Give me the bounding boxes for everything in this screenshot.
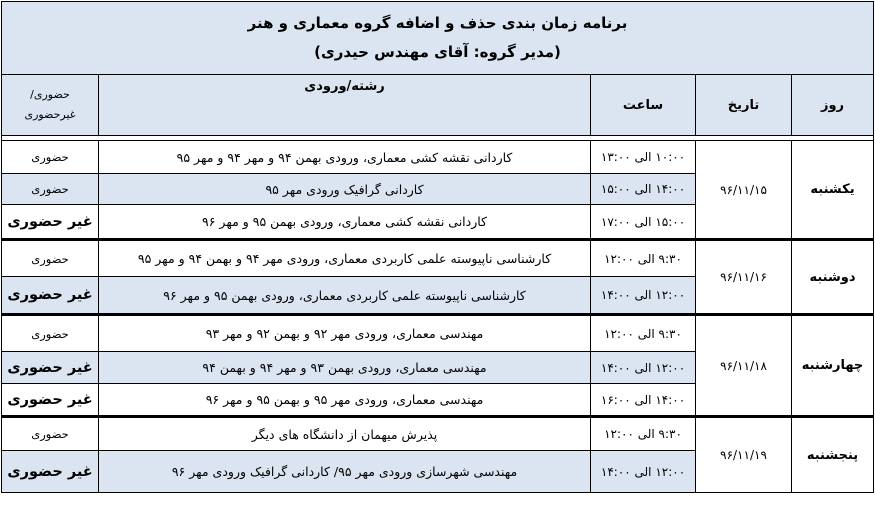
mode-cell: غیر حضوری — [2, 384, 99, 417]
table-row — [2, 240, 874, 277]
title-line-2: (مدیر گروه: آقای مهندس حیدری) — [314, 43, 561, 61]
mode-cell: حضوری — [2, 315, 99, 352]
time-cell: ۹:۳۰ الی ۱۲:۰۰ — [591, 315, 696, 352]
field-cell: کاردانی نقشه کشی معماری، ورودی بهمن ۹۵ و مهر ۹۶ — [99, 205, 591, 240]
date-cell: ۹۶/۱۱/۱۹ — [696, 417, 792, 493]
header-row — [2, 75, 874, 136]
time-cell: ۱۲:۰۰ الی ۱۴:۰۰ — [591, 277, 696, 315]
time-cell: ۱۴:۰۰ الی ۱۵:۰۰ — [591, 174, 696, 205]
day-cell: دوشنبه — [792, 240, 874, 315]
field-cell: مهندسی شهرسازی ورودی مهر ۹۵/ کاردانی گرافیک ورودی مهر ۹۶ — [99, 451, 591, 493]
time-cell: ۱۲:۰۰ الی ۱۴:۰۰ — [591, 352, 696, 384]
mode-cell: غیر حضوری — [2, 352, 99, 384]
title-row — [2, 2, 874, 75]
field-cell: مهندسی معماری، ورودی بهمن ۹۳ و مهر ۹۴ و بهمن ۹۴ — [99, 352, 591, 384]
header-field: رشته/ورودی — [99, 75, 591, 136]
field-cell: مهندسی معماری، ورودی مهر ۹۲ و بهمن ۹۲ و مهر ۹۳ — [99, 315, 591, 352]
table-title — [2, 2, 874, 75]
mode-cell: حضوری — [2, 174, 99, 205]
day-cell: یکشنبه — [792, 141, 874, 240]
day-cell: چهارشنبه — [792, 315, 874, 417]
mode-cell: غیر حضوری — [2, 451, 99, 493]
header-day: روز — [792, 75, 874, 136]
time-cell: ۱۲:۰۰ الی ۱۴:۰۰ — [591, 451, 696, 493]
mode-cell: غیر حضوری — [2, 277, 99, 315]
field-cell: کاردانی گرافیک ورودی مهر ۹۵ — [99, 174, 591, 205]
schedule-body — [2, 141, 874, 493]
header-date: تاریخ — [696, 75, 792, 136]
time-cell: ۱۴:۰۰ الی ۱۶:۰۰ — [591, 384, 696, 417]
table-row — [2, 417, 874, 451]
time-cell: ۱۰:۰۰ الی ۱۳:۰۰ — [591, 141, 696, 174]
mode-cell: حضوری — [2, 240, 99, 277]
day-cell: پنجشنبه — [792, 417, 874, 493]
header-mode-line-1: حضوری/ — [30, 88, 70, 101]
field-cell: کاردانی نقشه کشی معماری، ورودی بهمن ۹۴ و مهر ۹۴ و مهر ۹۵ — [99, 141, 591, 174]
header-mode-line-2: غیرحضوری — [24, 108, 76, 121]
schedule-document — [1, 1, 874, 493]
header-mode — [2, 75, 99, 136]
table-row — [2, 141, 874, 174]
field-cell: کارشناسی ناپیوسته علمی کاربردی معماری، ورودی بهمن ۹۵ و مهر ۹۶ — [99, 277, 591, 315]
header-time: ساعت — [591, 75, 696, 136]
time-cell: ۹:۳۰ الی ۱۲:۰۰ — [591, 417, 696, 451]
time-cell: ۹:۳۰ الی ۱۲:۰۰ — [591, 240, 696, 277]
field-cell: مهندسی معماری، ورودی مهر ۹۵ و بهمن ۹۵ و مهر ۹۶ — [99, 384, 591, 417]
mode-cell: حضوری — [2, 141, 99, 174]
date-cell: ۹۶/۱۱/۱۶ — [696, 240, 792, 315]
date-cell: ۹۶/۱۱/۱۸ — [696, 315, 792, 417]
schedule-table — [1, 1, 874, 493]
date-cell: ۹۶/۱۱/۱۵ — [696, 141, 792, 240]
field-cell: کارشناسی ناپیوسته علمی کاربردی معماری، ورودی مهر ۹۴ و بهمن ۹۴ و مهر ۹۵ — [99, 240, 591, 277]
mode-cell: حضوری — [2, 417, 99, 451]
table-row — [2, 315, 874, 352]
field-cell: پذیرش میهمان از دانشگاه های دیگر — [99, 417, 591, 451]
title-line-1: برنامه زمان بندی حذف و اضافه گروه معماری و هنر — [247, 14, 628, 32]
mode-cell: غیر حضوری — [2, 205, 99, 240]
time-cell: ۱۵:۰۰ الی ۱۷:۰۰ — [591, 205, 696, 240]
